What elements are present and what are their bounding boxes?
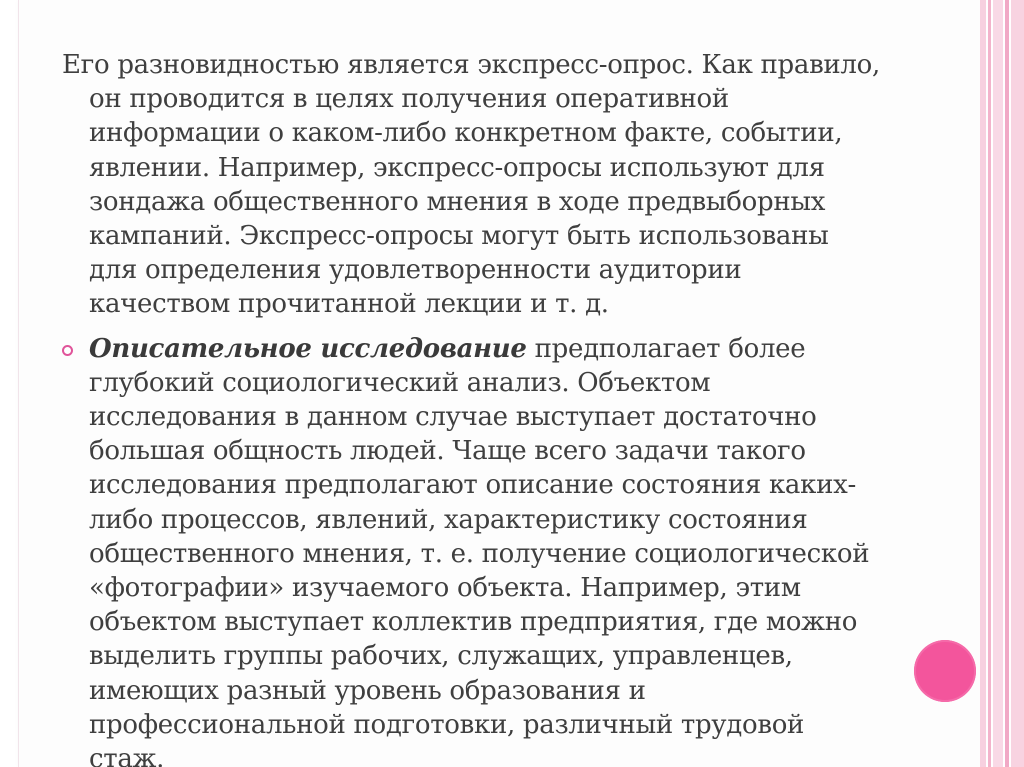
bullet-descriptive-research [62,332,882,767]
term-descriptive-research: Описательное исследование [89,333,527,364]
text-line: исследования в данном случае выступает достаточно [89,402,817,433]
text-line: «фотографии» изучаемого объекта. Например, этим [89,573,801,604]
slide-body [62,48,882,767]
text-line: общественного мнения, т. е. получение социологической [89,538,870,569]
text-line: стаж. [89,744,165,767]
text-line: кампаний. Экспресс-опросы могут быть использованы [89,221,829,252]
text-line: Его разновидностью является экспресс-опрос. Как правило, [62,50,880,80]
text-line: исследования предполагают описание состояния каких- [89,470,856,501]
text-line: информации о каком-либо конкретном факте, событии, [89,118,843,149]
text-line: глубокий социологический анализ. Объектом [89,367,711,398]
text-line: объектом выступает коллектив предприятия, где можно [89,607,858,638]
pink-circle-decoration [914,640,976,702]
text-line: для определения удовлетворенности аудитории [89,255,742,286]
paragraph-express-survey [62,48,882,322]
text-line: профессиональной подготовки, различный трудовой [89,709,805,740]
text-line: явлении. Например, экспресс-опросы используют для [89,152,825,183]
decorative-stripes [980,0,1024,767]
text-line: он проводится в целях получения оперативной [89,84,729,115]
text-line: предполагает более [526,333,806,364]
ring-bullet-icon [62,345,73,356]
text-line: выделить группы рабочих, служащих, управленцев, [89,641,793,672]
text-line: большая общность людей. Чаще всего задачи такого [89,436,806,467]
text-line: либо процессов, явлений, характеристику состояния [89,504,808,535]
text-line: зондажа общественного мнения в ходе предвыборных [89,186,826,217]
text-line: качеством прочитанной лекции и т. д. [89,289,609,320]
text-line: имеющих разный уровень образования и [89,675,646,706]
